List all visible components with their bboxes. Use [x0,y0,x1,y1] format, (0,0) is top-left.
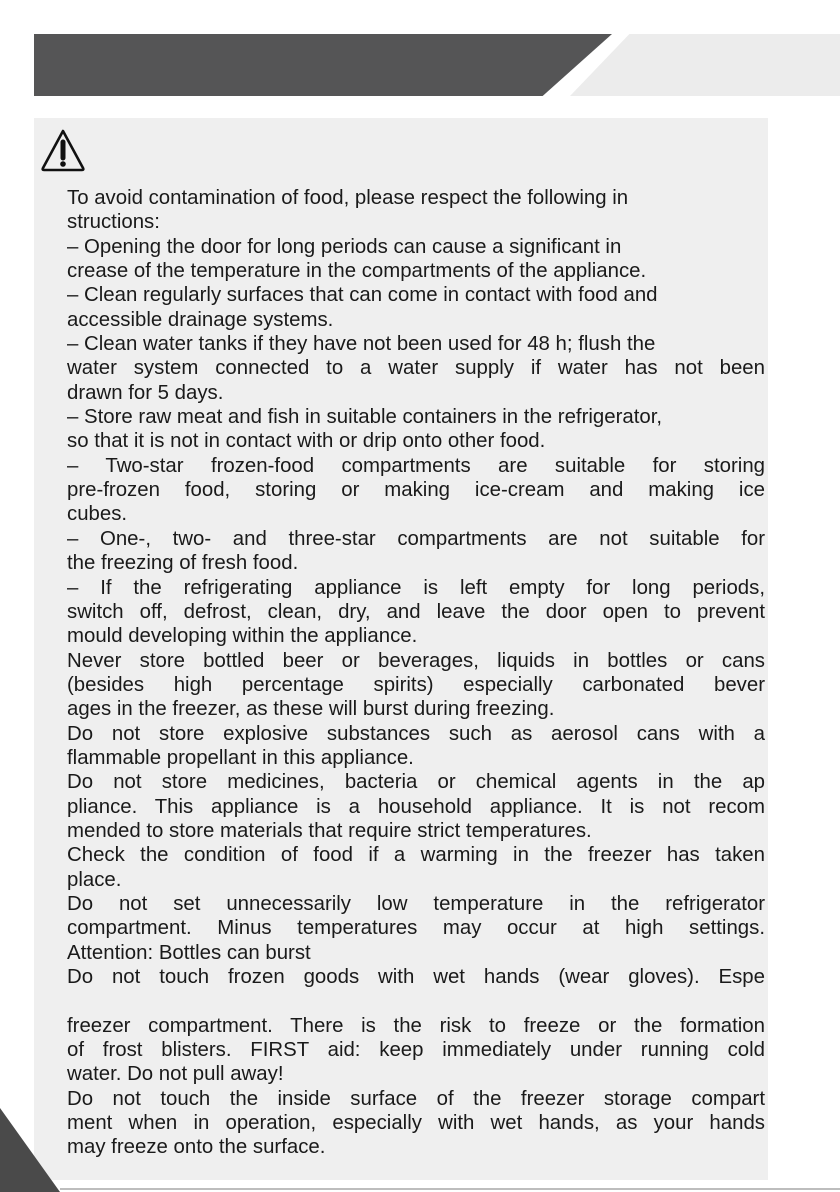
text-line: place. [67,868,122,891]
text-line: of frost blisters. FIRST aid: keep immediately under running cold [67,1039,765,1062]
text-line: accessible drainage systems. [67,308,334,331]
text-line: mould developing within the appliance. [67,625,418,648]
text-line: pre-frozen food, storing or making ice-cream and making ice [67,479,765,502]
text-line: may freeze onto the surface. [67,1136,326,1159]
warning-triangle-icon [40,128,86,172]
text-line: – If the refrigerating appliance is left empty for long periods, [67,576,765,599]
text-line: cubes. [67,503,128,526]
text-line: Do not store explosive substances such as aerosol cans with a [67,722,765,745]
text-line: Never store bottled beer or beverages, liquids in bottles or cans [67,649,765,672]
text-line: – One-, two- and three-star compartments are not suitable for [67,527,765,550]
text-line: switch off, defrost, clean, dry, and leave the door open to prevent [67,600,765,623]
text-line: To avoid contamination of food, please respect the following in [67,187,629,209]
footer-rule [60,1188,840,1190]
text-line: compartment. Minus temperatures may occur at high settings. [67,917,765,940]
text-line: structions: [67,211,160,234]
text-line: Do not touch frozen goods with wet hands (wear gloves). Espe [67,966,765,988]
header-band [34,34,612,96]
text-line [67,989,765,1013]
text-line: drawn for 5 days. [67,381,224,404]
text-line: Attention: Bottles can burst [67,941,311,964]
text-line: mended to store materials that require strict temperatures. [67,819,592,842]
text-line: – Store raw meat and fish in suitable containers in the refrigerator, [67,406,663,429]
text-line: – Clean regularly surfaces that can come in contact with food and [67,284,658,307]
text-line: Do not set unnecessarily low temperature in the refrigerator [67,892,765,915]
header-tab [570,34,840,96]
text-line: freezer compartment. There is the risk to freeze or the formation [67,1014,765,1037]
instructions-text [67,186,765,1160]
text-line: so that it is not in contact with or drip onto other food. [67,430,546,453]
text-line: Do not store medicines, bacteria or chemical agents in the ap [67,771,765,794]
text-line: ment when in operation, especially with wet hands, as your hands [67,1112,765,1135]
text-line: (besides high percentage spirits) especially carbonated bever [67,673,765,696]
text-line: water system connected to a water supply if water has not been [67,357,765,380]
text-line: crease of the temperature in the compartments of the appliance. [67,260,647,283]
text-line: pliance. This appliance is a household appliance. It is not recom [67,795,765,818]
text-line: the freezing of fresh food. [67,552,299,575]
text-line: Do not touch the inside surface of the freezer storage compart [67,1087,765,1110]
text-line: – Clean water tanks if they have not been used for 48 h; flush the [67,333,656,356]
text-line: flammable propellant in this appliance. [67,746,414,769]
text-line: water. Do not pull away! [67,1063,284,1086]
text-line: Check the condition of food if a warming in the freezer has taken [67,844,765,867]
text-line: – Opening the door for long periods can cause a significant in [67,235,622,258]
text-line: ages in the freezer, as these will burst during freezing. [67,698,555,721]
text-line: – Two-star frozen-food compartments are suitable for storing [67,454,765,477]
